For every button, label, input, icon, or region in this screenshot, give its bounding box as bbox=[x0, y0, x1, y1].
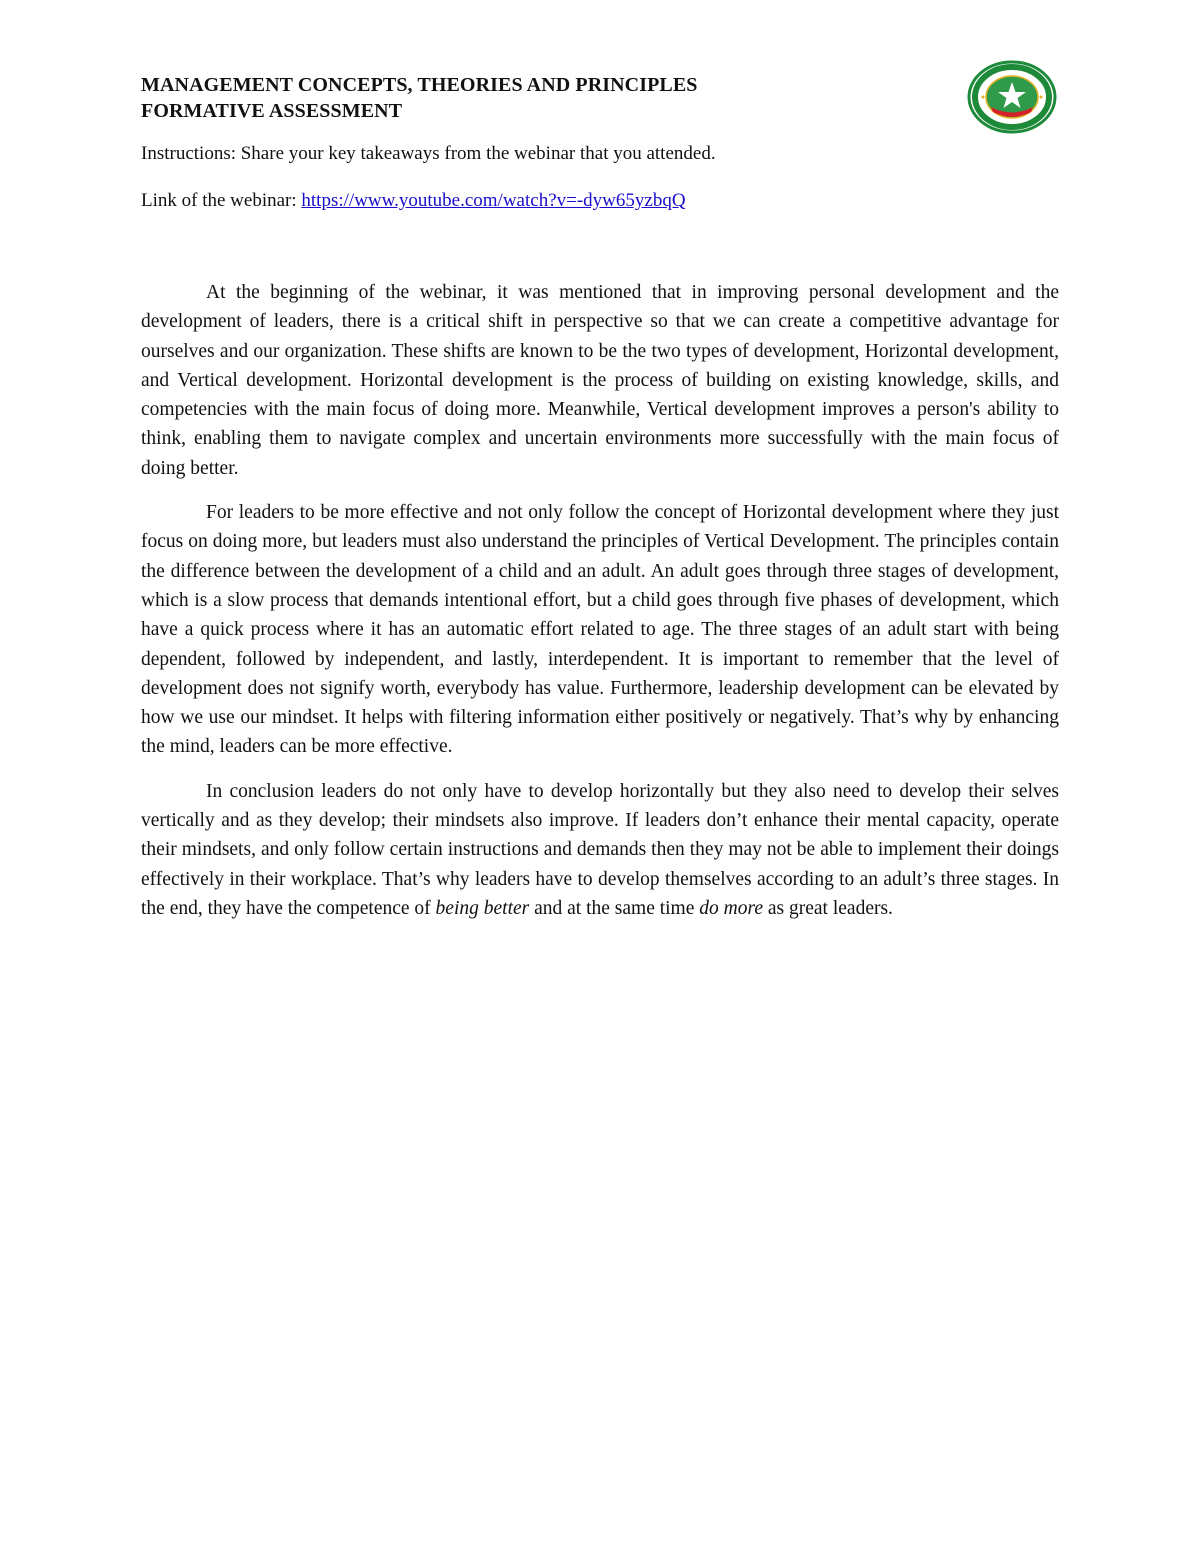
webinar-link[interactable]: https://www.youtube.com/watch?v=-dyw65yzbqQ bbox=[301, 190, 686, 211]
university-seal-icon bbox=[967, 60, 1057, 134]
paragraph-3-part-a: In conclusion leaders do not only have to develop horizontally but they also need to develop their selves vertically and as they develop; their mindsets also improve. If leaders don’t enhance their mental capacity, operate their mindsets, and only follow certain instructions and demands then they may not be able to implement their doings effectively in their workplace. That’s why leaders have to develop themselves according to an adult’s three stages. In the end, they have the competence of bbox=[141, 780, 1059, 919]
paragraph-1: At the beginning of the webinar, it was mentioned that in improving personal development and the development of leaders, there is a critical shift in perspective so that we can create a competitive advantage for ourselves and our organization. These shifts are known to be the two types of development, Horizontal development, and Vertical development. Horizontal development is the process of building on existing knowledge, skills, and competencies with the main focus of doing more. Meanwhile, Vertical development improves a person's ability to think, enabling them to navigate complex and uncertain environments more successfully with the main focus of doing better. bbox=[141, 282, 1059, 479]
essay-body bbox=[141, 278, 1059, 938]
paragraph-2: For leaders to be more effective and not only follow the concept of Horizontal development where they just focus on doing more, but leaders must also understand the principles of Vertical Development. The principles contain the difference between the development of a child and an adult. An adult goes through three stages of development, which is a slow process that demands intentional effort, but a child goes through five phases of development, which have a quick process where it has an automatic effort related to age. The three stages of an adult start with being dependent, followed by independent, and lastly, interdependent. It is important to remember that the level of development does not signify worth, everybody has value. Furthermore, leadership development can be elevated by how we use our mindset. It helps with filtering information either positively or negatively. That’s why by enhancing the mind, leaders can be more effective. bbox=[141, 502, 1059, 758]
paragraph-3-part-c: as great leaders. bbox=[763, 897, 893, 919]
webinar-link-line bbox=[141, 189, 686, 213]
paragraph-3 bbox=[141, 777, 1059, 923]
webinar-link-label: Link of the webinar: bbox=[141, 190, 302, 211]
document-title bbox=[141, 72, 698, 124]
emphasis-being-better: being better bbox=[435, 897, 530, 919]
title-line-2: FORMATIVE ASSESSMENT bbox=[141, 100, 403, 122]
instructions-text: Instructions: Share your key takeaways from the webinar that you attended. bbox=[141, 143, 716, 164]
paragraph-3-part-b: and at the same time bbox=[529, 897, 700, 919]
emphasis-do-more: do more bbox=[699, 897, 763, 919]
title-line-1: MANAGEMENT CONCEPTS, THEORIES AND PRINCIPLES bbox=[141, 74, 698, 96]
